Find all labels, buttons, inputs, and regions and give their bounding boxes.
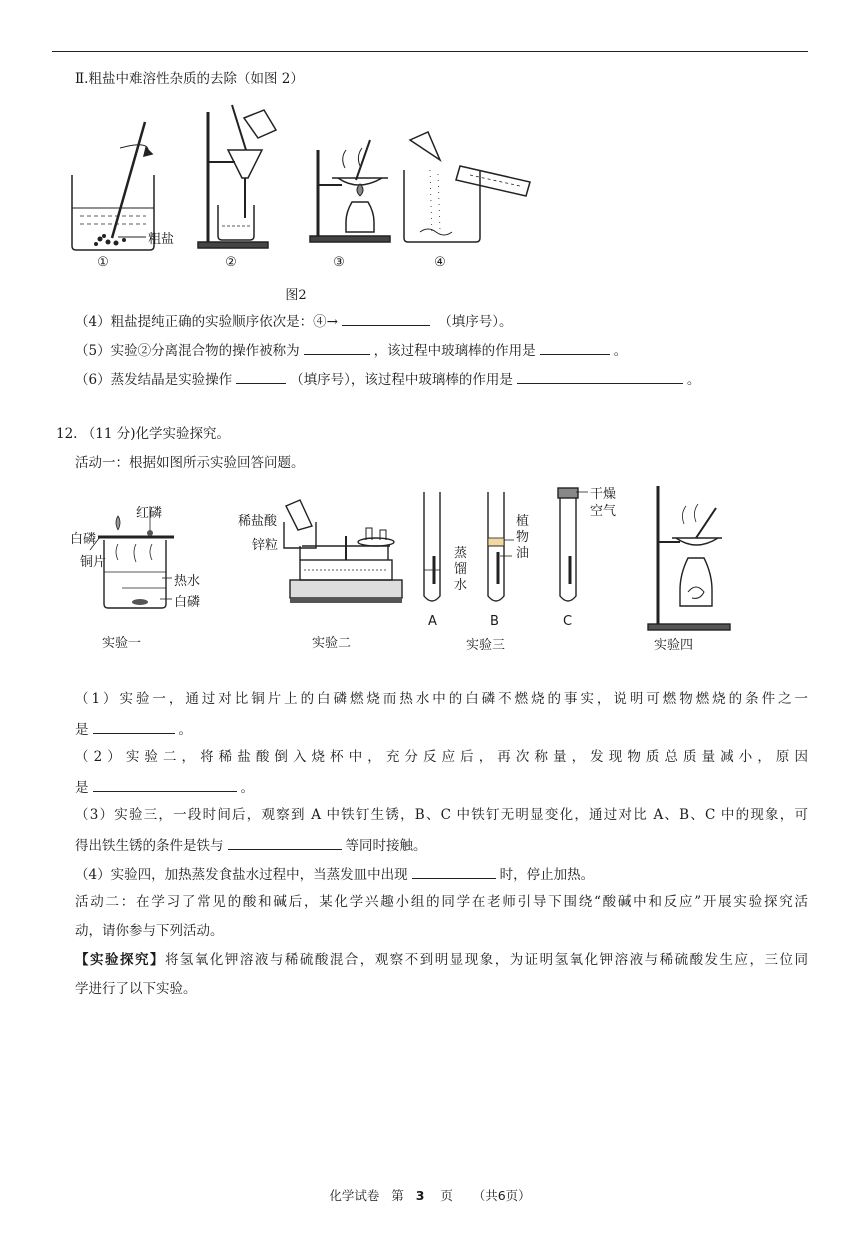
q12-part4: （4）实验四，加热蒸发食盐水过程中，当蒸发皿中出现 时，停止加热。 bbox=[75, 864, 594, 884]
label-hot-water: 热水 bbox=[174, 574, 201, 589]
page-footer: 化学试卷 第 3 页 （共6页） bbox=[329, 1188, 531, 1203]
fig2-caption: 图2 bbox=[285, 288, 307, 303]
label-tube-a: A bbox=[428, 614, 437, 629]
page-number: 3 bbox=[415, 1188, 425, 1203]
q12-part3-line1: （3）实验三，一段时间后，观察到 A 中铁钉生锈，B、C 中铁钉无明显变化，通过对比 A、B、C 中的现象，可 bbox=[75, 807, 808, 823]
experiment-explore-line1: 【实验探究】将氢氧化钾溶液与稀硫酸混合，观察不到明显现象，为证明氢氧化钾溶液与稀硫酸发生应，三位同 bbox=[75, 952, 808, 968]
caption-experiment-3: 实验三 bbox=[466, 638, 506, 653]
caption-experiment-1: 实验一 bbox=[102, 636, 142, 651]
answer-blank-q12-2[interactable] bbox=[93, 777, 237, 792]
label-copper-plate: 铜片 bbox=[80, 555, 107, 570]
label-tube-b: B bbox=[490, 614, 499, 629]
experiment-explore-line2: 学进行了以下实验。 bbox=[75, 981, 197, 997]
answer-blank-q12-3[interactable] bbox=[228, 835, 342, 850]
question-6: （6）蒸发结晶是实验操作 （填序号），该过程中玻璃棒的作用是 。 bbox=[75, 369, 700, 389]
label-white-phosphorus-top: 白磷 bbox=[70, 532, 97, 547]
fig2-label-2: ② bbox=[225, 255, 237, 270]
label-dry-air: 干燥空气 bbox=[590, 487, 617, 519]
activity-2-line2: 动，请你参与下列活动。 bbox=[75, 923, 224, 939]
q12-part1-line2: 是 。 bbox=[75, 719, 192, 739]
label-red-phosphorus: 红磷 bbox=[136, 506, 163, 521]
activity-2-line1: 活动二：在学习了常见的酸和碱后，某化学兴趣小组的同学在老师引导下围绕“酸碱中和反应”开展实验探究活 bbox=[75, 894, 808, 910]
label-vegetable-oil: 植物油 bbox=[516, 514, 530, 561]
answer-blank-q12-1[interactable] bbox=[93, 719, 175, 734]
coarse-salt-label: 粗盐 bbox=[148, 232, 175, 247]
question-5: （5）实验②分离混合物的操作被称为 ，该过程中玻璃棒的作用是 。 bbox=[75, 340, 627, 360]
activity-1-intro: 活动一：根据如图所示实验回答问题。 bbox=[75, 455, 305, 471]
section-heading: Ⅱ.粗盐中难溶性杂质的去除（如图 2） bbox=[75, 71, 304, 87]
q12-part3-line2: 得出铁生锈的条件是铁与 等同时接触。 bbox=[75, 835, 427, 855]
label-white-phosphorus-bottom: 白磷 bbox=[174, 595, 201, 610]
label-tube-c: C bbox=[563, 614, 573, 629]
question-12-title: 12. （11 分)化学实验探究。 bbox=[56, 426, 230, 442]
label-zinc: 锌粒 bbox=[252, 538, 279, 553]
fig2-label-1: ① bbox=[97, 255, 109, 270]
label-distilled-water: 蒸馏水 bbox=[454, 546, 468, 593]
caption-experiment-2: 实验二 bbox=[312, 636, 352, 651]
answer-blank-q12-4[interactable] bbox=[412, 864, 496, 879]
q12-part2-line1: （2）实验二，将稀盐酸倒入烧杯中，充分反应后，再次称量，发现物质总质量减小，原因 bbox=[75, 749, 808, 765]
fig2-label-4: ④ bbox=[434, 255, 446, 270]
label-dilute-hcl: 稀盐酸 bbox=[238, 514, 278, 529]
caption-experiment-4: 实验四 bbox=[654, 638, 694, 653]
question-4: （4）粗盐提纯正确的实验顺序依次是：④→ （填序号）。 bbox=[75, 311, 512, 331]
fig2-label-3: ③ bbox=[333, 255, 345, 270]
q12-part1-line1: （1）实验一，通过对比铜片上的白磷燃烧而热水中的白磷不燃烧的事实，说明可燃物燃烧的条件之一 bbox=[75, 691, 808, 707]
q12-part2-line2: 是 。 bbox=[75, 777, 254, 797]
total-pages: （共6页） bbox=[472, 1188, 531, 1203]
